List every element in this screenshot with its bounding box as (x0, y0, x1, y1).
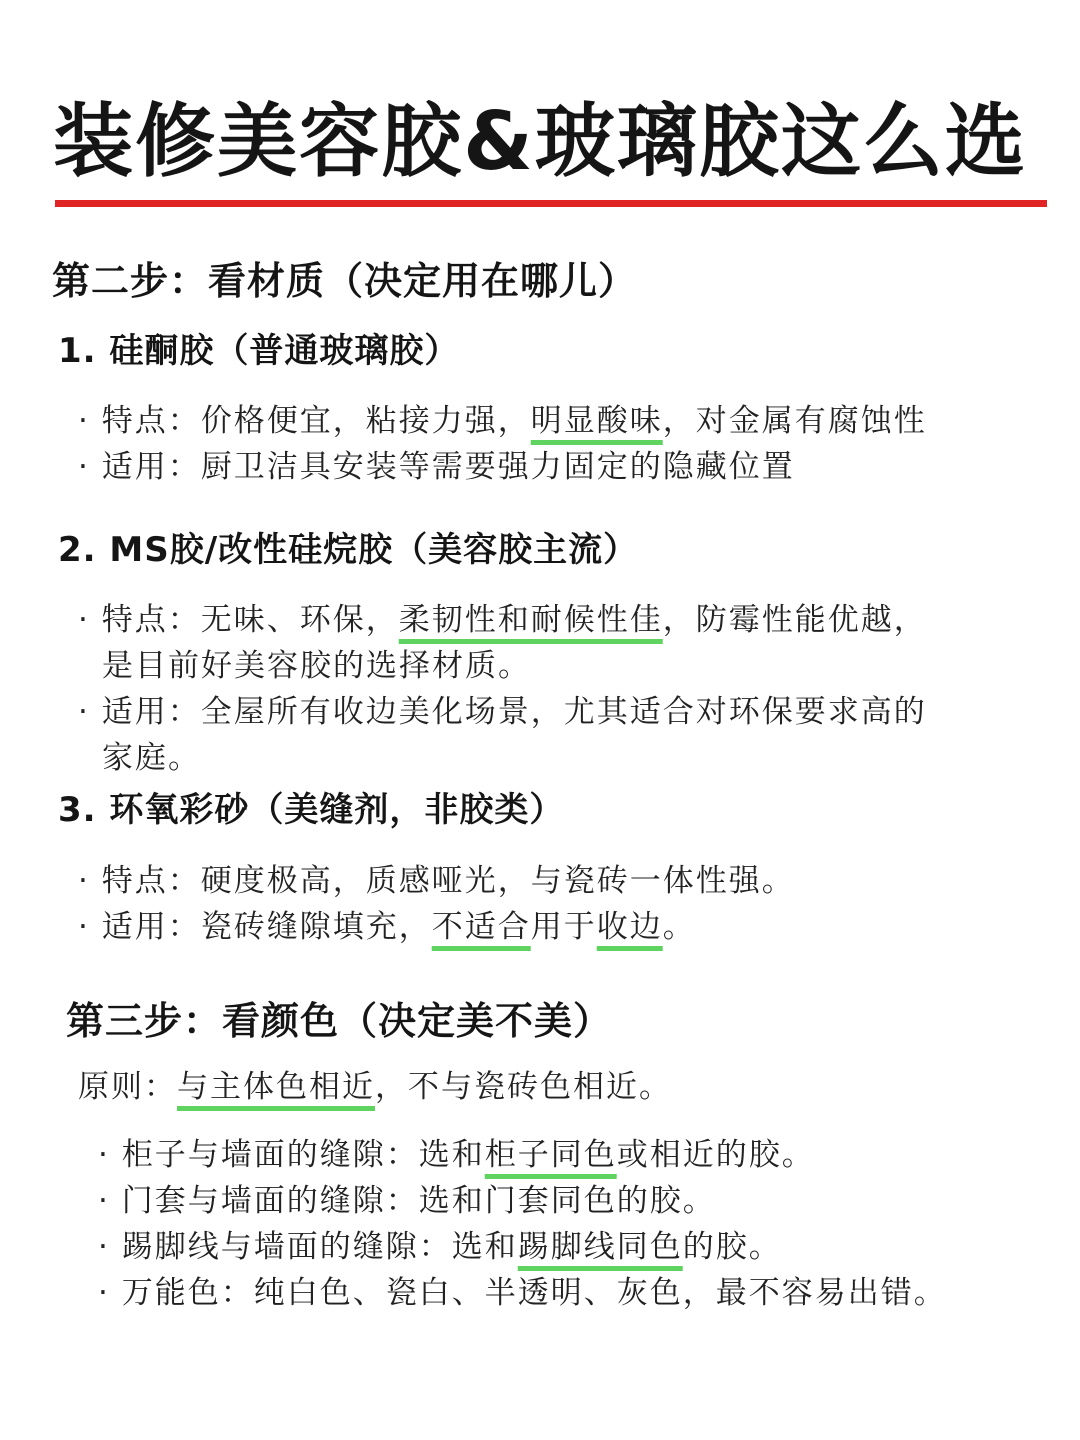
step3-principle: 原则：与主体色相近，不与瓷砖色相近。 (78, 1069, 672, 1105)
tip-universal: · 万能色：纯白色、瓷白、半透明、灰色，最不容易出错。 (98, 1275, 947, 1311)
item1-feature: · 特点：价格便宜，粘接力强，明显酸味，对金属有腐蚀性 (78, 403, 927, 439)
item2-heading: 2. MS胶/改性硅烷胶（美容胶主流） (58, 530, 639, 570)
item1-heading: 1. 硅酮胶（普通玻璃胶） (58, 331, 460, 371)
item1-usage: · 适用：厨卫洁具安装等需要强力固定的隐藏位置 (78, 449, 795, 485)
highlight: 柔韧性和耐候性佳 (398, 602, 663, 638)
item2-feature: · 特点：无味、环保，柔韧性和耐候性佳，防霉性能优越， (78, 602, 927, 638)
highlight: 踢脚线同色 (517, 1229, 683, 1265)
page-title: 装修美容胶&玻璃胶这么选 (53, 95, 1027, 188)
step2-heading: 第二步：看材质（决定用在哪儿） (52, 259, 638, 303)
item3-feature: · 特点：硬度极高，质感哑光，与瓷砖一体性强。 (78, 863, 795, 899)
tip-cabinet: · 柜子与墙面的缝隙：选和柜子同色或相近的胶。 (98, 1137, 815, 1173)
item3-heading: 3. 环氧彩砂（美缝剂，非胶类） (58, 790, 565, 830)
highlight: 收边 (596, 909, 663, 945)
highlight: 明显酸味 (530, 403, 663, 439)
tip-skirting: · 踢脚线与墙面的缝隙：选和踢脚线同色的胶。 (98, 1229, 782, 1265)
tip-door-frame: · 门套与墙面的缝隙：选和门套同色的胶。 (98, 1183, 716, 1219)
step3-heading: 第三步：看颜色（决定美不美） (66, 999, 613, 1043)
item2-usage: · 适用：全屋所有收边美化场景，尤其适合对环保要求高的 (78, 694, 927, 730)
title-divider (55, 200, 1047, 207)
item2-usage-cont: 家庭。 (102, 740, 201, 776)
highlight: 不适合 (431, 909, 531, 945)
item3-usage: · 适用：瓷砖缝隙填充，不适合用于收边。 (78, 909, 696, 945)
highlight: 与主体色相近 (177, 1069, 375, 1105)
highlight: 柜子同色 (484, 1137, 617, 1173)
item2-feature-cont: 是目前好美容胶的选择材质。 (102, 648, 531, 684)
